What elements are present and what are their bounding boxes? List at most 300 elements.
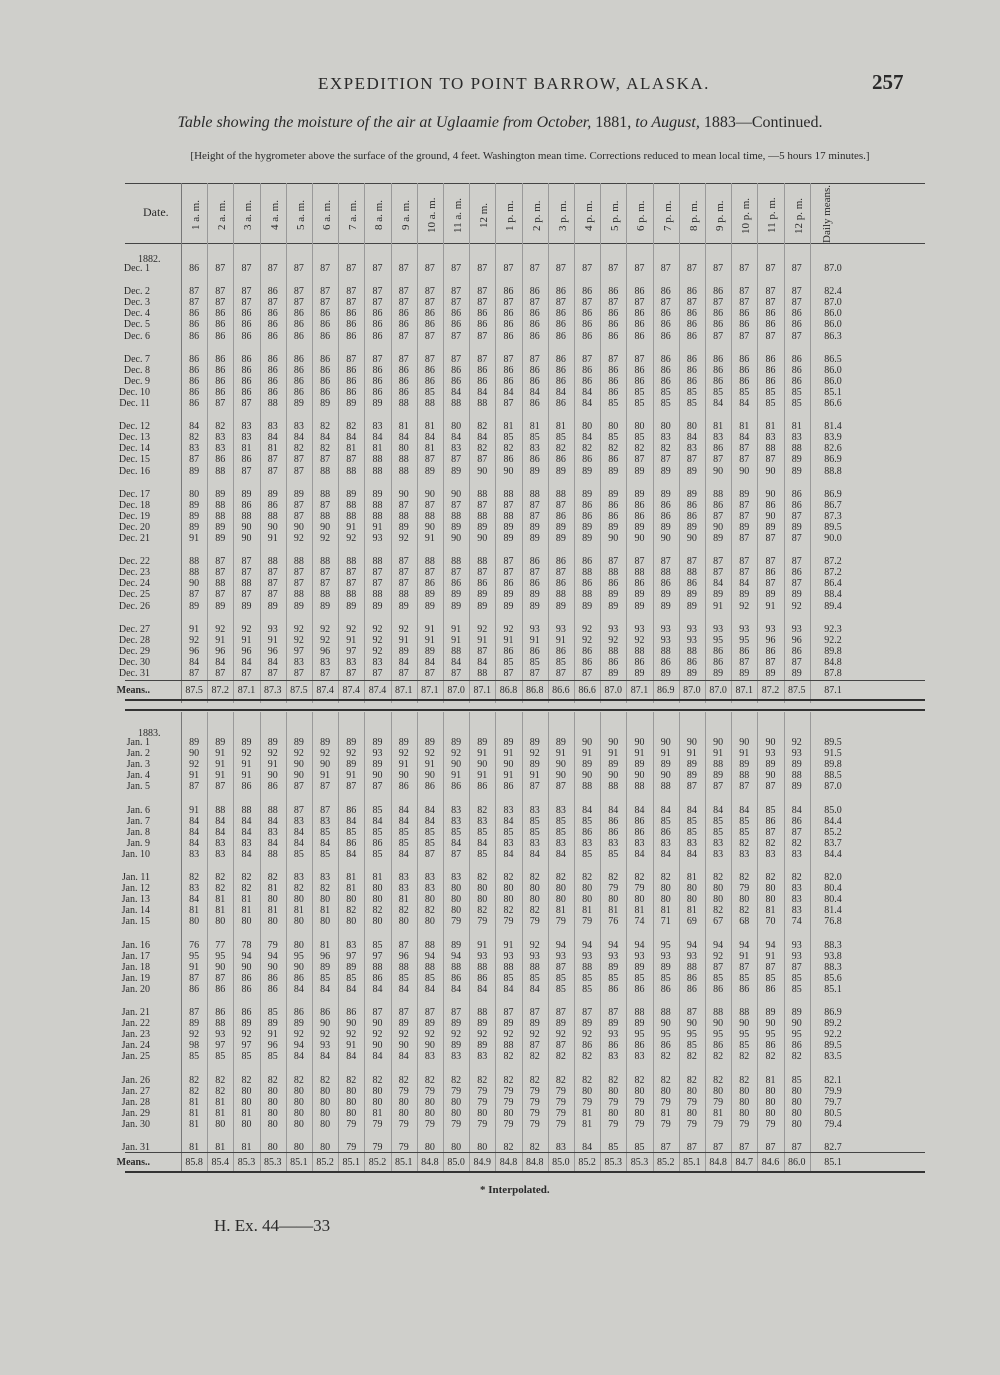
- hourly-value: 92: [293, 1029, 304, 1041]
- hourly-value: 87: [713, 567, 724, 579]
- hourly-value: 86: [293, 319, 304, 331]
- hourly-value: 82: [503, 905, 514, 917]
- hourly-value: 83: [686, 837, 697, 849]
- hourly-value: 86: [215, 375, 226, 387]
- hourly-value: 85: [529, 815, 540, 827]
- hourly-value: 84: [529, 386, 540, 398]
- hourly-value: 87: [398, 286, 409, 298]
- hourly-value: 84: [424, 656, 435, 668]
- date-cell: Dec. 24: [118, 578, 150, 590]
- hourly-value: 86: [608, 330, 619, 342]
- hourly-value: 82: [791, 837, 802, 849]
- date-cell: Dec. 22: [118, 556, 150, 568]
- daily-mean-value: 88.3: [824, 939, 842, 951]
- hourly-value: 89: [424, 589, 435, 601]
- hourly-value: 86: [739, 319, 750, 331]
- hourly-value: 86: [241, 386, 252, 398]
- hourly-value: 82: [765, 837, 776, 849]
- hourly-value: 85: [555, 815, 566, 827]
- hourly-value: 86: [634, 656, 645, 668]
- hourly-value: 79: [608, 1118, 619, 1130]
- daily-mean-value: 88.4: [824, 589, 842, 601]
- hourly-value: 82: [555, 443, 566, 455]
- hourly-value: 83: [608, 1051, 619, 1063]
- hourly-value: 89: [529, 465, 540, 477]
- hourly-value: 87: [713, 556, 724, 568]
- hourly-value: 80: [372, 1096, 383, 1108]
- hourly-value: 96: [398, 950, 409, 962]
- date-cell: Jan. 28: [121, 1096, 150, 1108]
- hourly-mean: 87.5: [787, 685, 806, 696]
- hourly-value: 87: [189, 668, 200, 679]
- hourly-value: 85: [634, 972, 645, 984]
- hourly-value: 83: [424, 872, 435, 883]
- hourly-value: 88: [503, 510, 514, 522]
- hourly-value: 89: [634, 600, 645, 612]
- hourly-value: 90: [765, 488, 776, 500]
- hourly-value: 87: [346, 297, 357, 309]
- hourly-value: 88: [582, 589, 593, 601]
- hourly-value: 89: [660, 488, 671, 500]
- hourly-value: 86: [189, 398, 200, 409]
- hourly-mean: 85.2: [656, 1157, 675, 1168]
- hourly-value: 95: [791, 1029, 802, 1041]
- hourly-value: 88: [241, 578, 252, 590]
- hourly-value: 82: [555, 872, 566, 883]
- hourly-value: 86: [215, 454, 226, 466]
- hourly-value: 92: [582, 1029, 593, 1041]
- hourly-value: 90: [346, 1018, 357, 1030]
- hourly-value: 89: [451, 521, 462, 533]
- daily-mean-value: 76.8: [824, 916, 842, 928]
- hourly-value: 89: [765, 668, 776, 679]
- hourly-value: 86: [686, 656, 697, 668]
- hourly-value: 85: [267, 1051, 278, 1063]
- hourly-value: 91: [189, 623, 200, 635]
- hourly-value: 87: [739, 656, 750, 668]
- hourly-value: 82: [555, 1074, 566, 1086]
- daily-mean-value: 86.4: [824, 578, 842, 590]
- hourly-value: 87: [398, 297, 409, 309]
- hourly-value: 82: [686, 1074, 697, 1086]
- hourly-value: 86: [320, 319, 331, 331]
- hourly-value: 84: [451, 386, 462, 398]
- hourly-value: 85: [608, 398, 619, 409]
- hourly-value: 82: [346, 1074, 357, 1086]
- hourly-value: 82: [215, 1074, 226, 1086]
- hourly-value: 90: [372, 1018, 383, 1030]
- hourly-value: 88: [765, 443, 776, 455]
- daily-mean-value: 87.0: [824, 263, 842, 274]
- hourly-value: 87: [293, 567, 304, 579]
- hourly-value: 96: [791, 634, 802, 646]
- hourly-value: 81: [765, 1074, 776, 1086]
- hourly-value: 87: [555, 781, 566, 793]
- hourly-value: 95: [293, 950, 304, 962]
- hourly-value: 87: [765, 578, 776, 590]
- hourly-value: 85: [424, 826, 435, 838]
- hourly-value: 89: [451, 1040, 462, 1052]
- hourly-value: 86: [477, 781, 488, 793]
- hourly-value: 85: [739, 1040, 750, 1052]
- hourly-value: 83: [372, 656, 383, 668]
- hourly-value: 81: [189, 1107, 200, 1119]
- hourly-value: 80: [634, 1085, 645, 1097]
- hourly-value: 82: [451, 1074, 462, 1086]
- hourly-value: 89: [372, 488, 383, 500]
- hourly-value: 86: [372, 375, 383, 387]
- hourly-value: 84: [398, 848, 409, 860]
- hourly-value: 88: [660, 1007, 671, 1018]
- hourly-value: 82: [398, 1074, 409, 1086]
- hourly-value: 87: [608, 1007, 619, 1018]
- hourly-value: 79: [477, 1096, 488, 1108]
- hourly-value: 83: [346, 656, 357, 668]
- hourly-value: 85: [686, 826, 697, 838]
- hourly-value: 82: [267, 872, 278, 883]
- hourly-value: 87: [791, 826, 802, 838]
- hourly-value: 79: [555, 1107, 566, 1119]
- hourly-value: 92: [320, 748, 331, 760]
- footnote: * Interpolated.: [480, 1184, 550, 1196]
- hourly-value: 84: [529, 983, 540, 995]
- hourly-value: 86: [739, 364, 750, 376]
- hourly-value: 86: [660, 286, 671, 298]
- hourly-value: 84: [189, 815, 200, 827]
- hourly-value: 79: [372, 1118, 383, 1130]
- hourly-mean: 87.3: [263, 685, 282, 696]
- hourly-value: 89: [686, 600, 697, 612]
- date-cell: Dec. 28: [118, 634, 150, 646]
- daily-mean-value: 85.2: [824, 826, 842, 838]
- hourly-value: 86: [241, 454, 252, 466]
- hourly-value: 87: [477, 645, 488, 657]
- hourly-value: 86: [372, 330, 383, 342]
- hourly-value: 91: [189, 533, 200, 544]
- hourly-value: 80: [267, 894, 278, 906]
- hourly-value: 89: [660, 589, 671, 601]
- hourly-value: 87: [791, 330, 802, 342]
- hourly-value: 84: [267, 432, 278, 444]
- hourly-value: 86: [451, 364, 462, 376]
- hourly-value: 86: [713, 645, 724, 657]
- header-hour-21: 9 p. m.: [714, 200, 726, 231]
- hourly-value: 80: [320, 916, 331, 928]
- hourly-value: 84: [189, 894, 200, 906]
- hourly-value: 92: [372, 623, 383, 635]
- hourly-value: 85: [529, 972, 540, 984]
- hourly-value: 80: [320, 1085, 331, 1097]
- hourly-value: 83: [477, 815, 488, 827]
- hourly-value: 92: [346, 623, 357, 635]
- hourly-value: 87: [267, 263, 278, 274]
- date-cell: Dec. 4: [123, 308, 150, 320]
- hourly-mean: 85.0: [552, 1157, 570, 1168]
- hourly-value: 83: [320, 815, 331, 827]
- hourly-value: 87: [372, 297, 383, 309]
- hourly-value: 85: [765, 972, 776, 984]
- date-cell: Dec. 10: [118, 386, 150, 398]
- hourly-value: 80: [241, 1118, 252, 1130]
- hourly-value: 95: [634, 1029, 645, 1041]
- hourly-value: 89: [739, 521, 750, 533]
- hourly-value: 80: [346, 1096, 357, 1108]
- hourly-value: 85: [503, 826, 514, 838]
- hourly-value: 88: [189, 567, 200, 579]
- hourly-value: 85: [424, 386, 435, 398]
- date-cell: Dec. 27: [118, 623, 150, 635]
- hourly-value: 80: [477, 1142, 488, 1153]
- hourly-value: 87: [293, 499, 304, 511]
- date-cell: Dec. 20: [118, 521, 150, 533]
- hourly-value: 86: [372, 364, 383, 376]
- date-cell: Dec. 30: [118, 656, 150, 668]
- hourly-value: 95: [739, 634, 750, 646]
- hourly-value: 85: [372, 939, 383, 951]
- hourly-value: 89: [634, 589, 645, 601]
- hourly-value: 91: [451, 770, 462, 782]
- hourly-value: 93: [582, 950, 593, 962]
- hourly-value: 84: [267, 656, 278, 668]
- hourly-value: 80: [477, 894, 488, 906]
- hourly-value: 88: [791, 770, 802, 782]
- hourly-value: 86: [215, 319, 226, 331]
- hourly-value: 90: [215, 961, 226, 973]
- hourly-value: 85: [739, 386, 750, 398]
- date-cell: Jan. 7: [126, 815, 150, 827]
- hourly-value: 85: [634, 432, 645, 444]
- hourly-value: 86: [765, 375, 776, 387]
- hourly-value: 94: [267, 950, 278, 962]
- hourly-value: 83: [791, 432, 802, 444]
- hourly-value: 87: [765, 556, 776, 568]
- hourly-value: 80: [477, 1107, 488, 1119]
- hourly-value: 92: [267, 748, 278, 760]
- hourly-value: 87: [477, 286, 488, 298]
- hourly-mean: 87.4: [316, 685, 334, 696]
- hourly-value: 89: [686, 465, 697, 477]
- hourly-value: 86: [189, 386, 200, 398]
- hourly-value: 87: [713, 781, 724, 793]
- hourly-value: 89: [424, 600, 435, 612]
- hourly-value: 79: [634, 1118, 645, 1130]
- hourly-value: 85: [608, 972, 619, 984]
- hourly-value: 86: [215, 386, 226, 398]
- hourly-value: 87: [189, 454, 200, 466]
- hourly-value: 86: [791, 815, 802, 827]
- hourly-value: 89: [320, 737, 331, 748]
- hourly-value: 87: [241, 398, 252, 409]
- hourly-value: 86: [634, 578, 645, 590]
- hourly-value: 88: [634, 1007, 645, 1018]
- hourly-value: 84: [477, 386, 488, 398]
- hourly-value: 87: [293, 454, 304, 466]
- hourly-value: 92: [293, 533, 304, 544]
- hourly-value: 87: [320, 286, 331, 298]
- hourly-value: 87: [398, 567, 409, 579]
- date-cell: Jan. 30: [121, 1118, 150, 1130]
- hourly-value: 81: [634, 905, 645, 917]
- hourly-value: 91: [555, 748, 566, 760]
- header-hour-14: 2 p. m.: [530, 200, 543, 231]
- hourly-value: 81: [346, 443, 357, 455]
- hourly-value: 81: [241, 1107, 252, 1119]
- hourly-value: 86: [451, 972, 462, 984]
- hourly-value: 84: [582, 804, 593, 816]
- hourly-value: 85: [634, 398, 645, 409]
- hourly-value: 85: [686, 386, 697, 398]
- hourly-value: 87: [215, 556, 226, 568]
- hourly-value: 85: [320, 972, 331, 984]
- hourly-value: 80: [608, 894, 619, 906]
- hourly-value: 87: [739, 499, 750, 511]
- hourly-value: 82: [477, 804, 488, 816]
- daily-mean-value: 86.0: [824, 308, 842, 320]
- hourly-value: 93: [791, 939, 802, 951]
- hourly-value: 82: [189, 1085, 200, 1097]
- hourly-value: 79: [582, 916, 593, 928]
- hourly-value: 88: [582, 961, 593, 973]
- hourly-value: 86: [582, 645, 593, 657]
- hourly-value: 94: [555, 939, 566, 951]
- hourly-value: 87: [765, 656, 776, 668]
- hourly-value: 93: [529, 623, 540, 635]
- hourly-value: 83: [424, 1051, 435, 1063]
- hourly-value: 90: [477, 759, 488, 771]
- hourly-value: 85: [739, 826, 750, 838]
- hourly-value: 94: [686, 939, 697, 951]
- hourly-value: 82: [398, 905, 409, 917]
- hourly-value: 87: [320, 499, 331, 511]
- hourly-value: 92: [346, 1029, 357, 1041]
- hourly-value: 82: [477, 443, 488, 455]
- hourly-value: 86: [503, 330, 514, 342]
- hourly-value: 92: [346, 533, 357, 544]
- date-cell: Jan. 15: [121, 916, 150, 928]
- hourly-value: 90: [634, 737, 645, 748]
- hourly-value: 81: [503, 421, 514, 433]
- hourly-value: 86: [320, 353, 331, 365]
- hourly-value: 80: [241, 1096, 252, 1108]
- hourly-value: 87: [791, 297, 802, 309]
- hourly-value: 84: [582, 398, 593, 409]
- hourly-value: 90: [398, 488, 409, 500]
- hourly-value: 89: [477, 1040, 488, 1052]
- hourly-value: 89: [451, 939, 462, 951]
- hourly-value: 81: [582, 1107, 593, 1119]
- hourly-value: 88: [267, 556, 278, 568]
- hourly-value: 83: [267, 826, 278, 838]
- hourly-value: 86: [477, 972, 488, 984]
- hourly-mean: 87.1: [735, 685, 754, 696]
- hourly-value: 91: [189, 770, 200, 782]
- hourly-value: 87: [346, 668, 357, 679]
- hourly-value: 89: [267, 600, 278, 612]
- hourly-value: 81: [765, 905, 776, 917]
- hourly-value: 87: [529, 353, 540, 365]
- hourly-value: 82: [215, 883, 226, 895]
- hourly-value: 84: [529, 848, 540, 860]
- hourly-value: 81: [267, 883, 278, 895]
- hourly-value: 86: [765, 567, 776, 579]
- hourly-value: 89: [660, 961, 671, 973]
- hourly-value: 79: [372, 1142, 383, 1153]
- hourly-value: 81: [189, 1096, 200, 1108]
- hourly-value: 87: [791, 533, 802, 544]
- hourly-value: 86: [241, 330, 252, 342]
- hourly-value: 88: [320, 556, 331, 568]
- hourly-value: 92: [529, 748, 540, 760]
- hourly-value: 87: [765, 286, 776, 298]
- hourly-value: 86: [477, 375, 488, 387]
- hourly-value: 81: [529, 421, 540, 433]
- hourly-value: 87: [424, 330, 435, 342]
- hourly-value: 86: [503, 364, 514, 376]
- hourly-value: 96: [215, 645, 226, 657]
- date-cell: Jan. 12: [121, 883, 150, 895]
- hourly-value: 85: [477, 848, 488, 860]
- hourly-value: 86: [529, 578, 540, 590]
- hourly-value: 89: [608, 759, 619, 771]
- hourly-value: 79: [739, 1118, 750, 1130]
- hourly-value: 86: [582, 510, 593, 522]
- hourly-value: 90: [372, 1040, 383, 1052]
- hourly-value: 93: [267, 623, 278, 635]
- hourly-value: 87: [686, 1142, 697, 1153]
- hourly-value: 86: [529, 308, 540, 320]
- hourly-value: 83: [398, 872, 409, 883]
- hourly-value: 83: [189, 848, 200, 860]
- hourly-value: 89: [241, 1018, 252, 1030]
- hourly-value: 85: [555, 826, 566, 838]
- date-cell: Dec. 26: [118, 600, 150, 612]
- hourly-value: 86: [398, 781, 409, 793]
- hourly-value: 84: [293, 983, 304, 995]
- hourly-value: 91: [189, 961, 200, 973]
- date-cell: Dec. 6: [123, 330, 150, 342]
- hourly-value: 87: [529, 668, 540, 679]
- hourly-value: 88: [267, 398, 278, 409]
- hourly-value: 87: [739, 443, 750, 455]
- hourly-value: 85: [791, 972, 802, 984]
- hourly-value: 89: [267, 488, 278, 500]
- daily-mean-value: 89.4: [824, 600, 842, 612]
- hourly-value: 82: [739, 1074, 750, 1086]
- running-title: EXPEDITION TO POINT BARROW, ALASKA.: [318, 74, 710, 93]
- hourly-value: 89: [346, 600, 357, 612]
- hourly-value: 80: [241, 1085, 252, 1097]
- hourly-value: 95: [215, 950, 226, 962]
- header-hour-17: 5 p. m.: [609, 200, 622, 231]
- hourly-value: 81: [713, 1107, 724, 1119]
- hourly-value: 80: [660, 1085, 671, 1097]
- date-cell: Jan. 3: [126, 759, 150, 771]
- hourly-value: 86: [293, 386, 304, 398]
- hourly-value: 86: [398, 375, 409, 387]
- hourly-value: 84: [660, 848, 671, 860]
- hourly-value: 86: [660, 1040, 671, 1052]
- hourly-value: 85: [765, 398, 776, 409]
- hourly-value: 89: [713, 589, 724, 601]
- hourly-value: 74: [634, 916, 645, 928]
- hourly-value: 80: [634, 894, 645, 906]
- hourly-value: 86: [765, 983, 776, 995]
- hourly-value: 86: [267, 781, 278, 793]
- hourly-value: 86: [293, 972, 304, 984]
- hourly-value: 86: [346, 308, 357, 320]
- hourly-value: 86: [241, 1007, 252, 1018]
- hourly-value: 82: [713, 872, 724, 883]
